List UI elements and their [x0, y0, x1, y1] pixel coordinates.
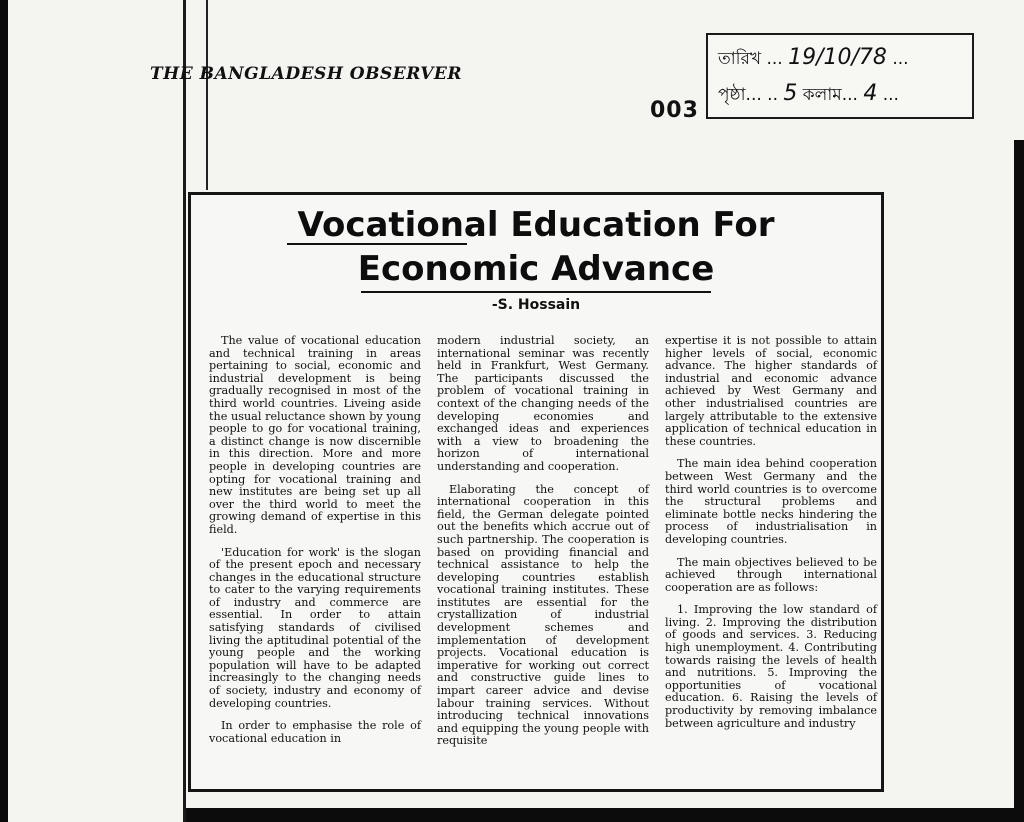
- newspaper-masthead: THE BANGLADESH OBSERVER: [150, 64, 463, 84]
- headline-line2: Economic Advance: [357, 249, 715, 289]
- stamp-column-value: 4: [863, 81, 878, 106]
- scan-left-edge: [0, 0, 8, 822]
- article-clipping: [188, 192, 884, 792]
- article-column-3: [665, 335, 877, 740]
- stamp-column-label: কলাম...: [802, 85, 858, 105]
- stamp-date-value: 19/10/78: [788, 45, 887, 70]
- paragraph: 'Education for work' is the slogan of the present epoch and necessary changes in the educational structure to cater to the varying requirements of industry and commerce are essential. In order to attain satisfying standards of civilised living the aptitudinal potential of the young people and the working population will have to be adapted increasingly to the changing needs of society, industry and economy of developing countries.: [209, 545, 421, 710]
- paragraph: The main idea behind cooperation between West Germany and the third world countries is to overcome the structural problems and eliminate bottle necks hindering the process of industrialisation in developing countries.: [665, 457, 877, 546]
- paragraph: modern industrial society, an international seminar was recently held in Frankfurt, West Germany. The participants discussed the problem of vocational training in context of the changing needs of the developing economies and exchanged ideas and experiences with a view to broadening the horizon of international understanding and cooperation.: [437, 334, 649, 473]
- page-number: 003: [650, 98, 699, 123]
- stamp-page-value: 5: [783, 81, 798, 106]
- paragraph: Elaborating the concept of international cooperation in this field, the German delegate pointed out the benefits which accrue out of such partnership. The cooperation is based on providing financial and technical assistance to help the developing countries establish vocational training institutes. These institutes are essential for the crystallization of industrial development schemes and implementation of development projects. Vocational education is imperative for working out correct and constructive guide lines to impart career advice and devise labour training services. Without introducing technical innovations and equipping the young people with requisite: [437, 482, 649, 748]
- headline-rule-bottom: [361, 291, 711, 293]
- paragraph: expertise it is not possible to attain higher levels of social, economic advance. The higher standards of industrial and economic advance achieved by West Germany and other industrialised countries are largely attributable to the extensive application of technical education in these countries.: [665, 334, 877, 448]
- article-byline: -S. Hossain: [491, 297, 581, 313]
- archive-stamp: [706, 33, 974, 119]
- headline-line1: Vocational Education For: [297, 205, 775, 245]
- scan-bottom-edge: [186, 808, 1024, 822]
- paragraph: 1. Improving the low standard of living. 2. Improving the distribution of goods and services. 3. Reducing high unemployment. 4. Contributing towards raising the levels of health and nutritions. 5. Improving the opportunities of vocational education. 6. Raising the levels of productivity by removing imbalance between agriculture and industry: [665, 603, 877, 730]
- stamp-page-row: পৃষ্ঠা... .. 5 কলাম... 4 ...: [718, 81, 899, 106]
- article-column-2: [437, 335, 649, 758]
- stamp-page-label: পৃষ্ঠা... ..: [718, 85, 778, 105]
- paragraph: The main objectives believed to be achieved through international cooperation are as follows:: [665, 555, 877, 594]
- paragraph: In order to emphasise the role of vocational education in: [209, 719, 421, 745]
- article-column-1: [209, 335, 421, 755]
- scan-right-edge: [1014, 140, 1024, 822]
- scan-margin-line: [183, 0, 186, 822]
- paragraph: The value of vocational education and technical training in areas pertaining to social, economic and industrial development is being gradually recognised in most of the third world countries. Liveing aside the usual reluctance shown by young people to go for vocational training, a distinct change is now discernible in this direction. More and more people in developing countries are opting for vocational training and new institutes are being set up all over the third world to meet the growing demand of expertise in this field.: [209, 334, 421, 536]
- stamp-date-row: তারিখ ... 19/10/78 ...: [718, 45, 909, 70]
- stamp-date-label: তারিখ ...: [718, 49, 783, 69]
- scan-margin-line-upper: [206, 0, 208, 190]
